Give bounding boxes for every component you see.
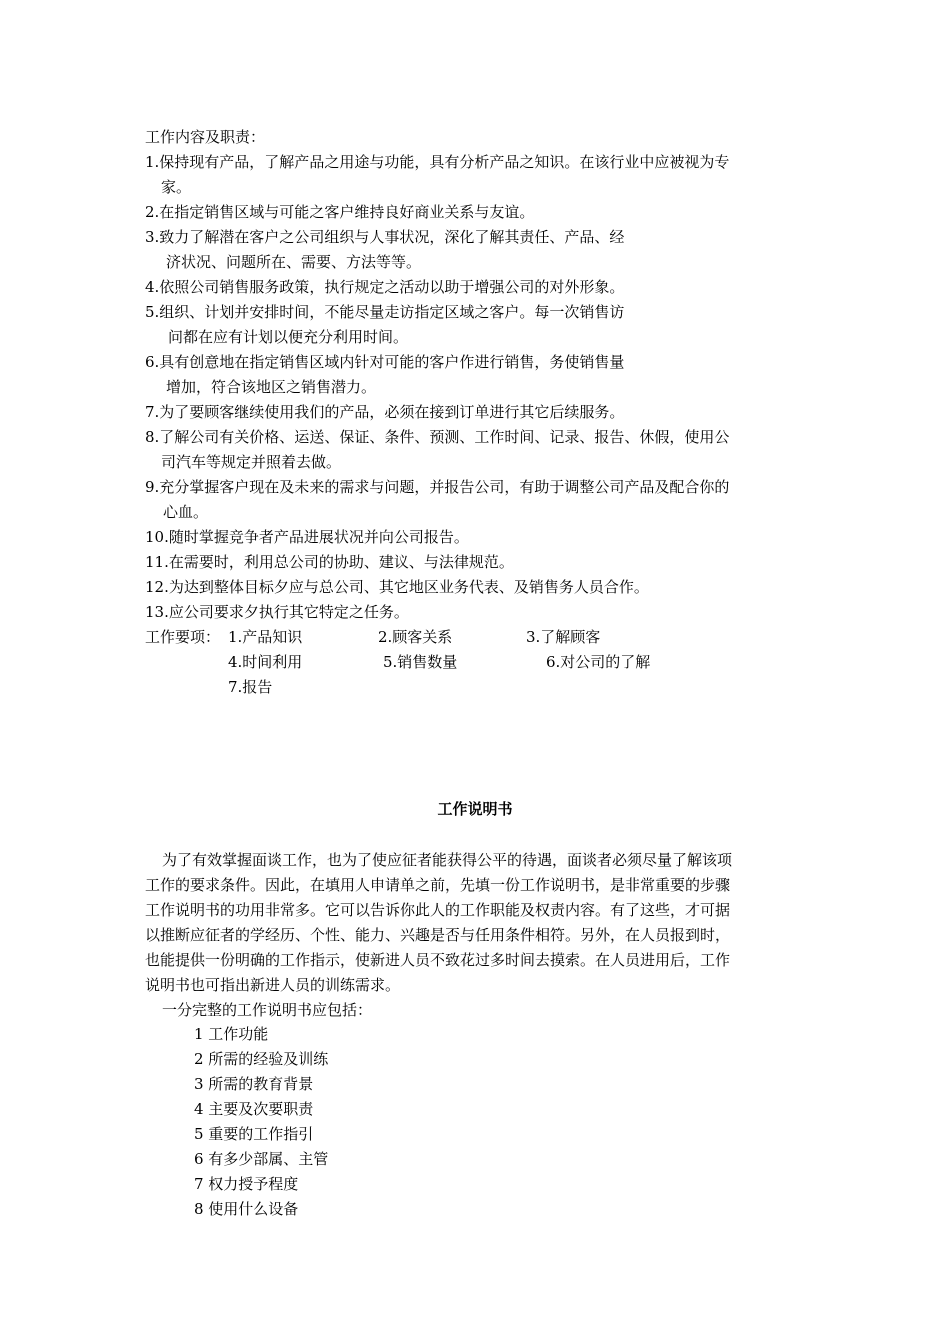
key-item: 6.对公司的了解: [546, 653, 651, 671]
list-item: 3 所需的教育背景: [194, 1075, 314, 1093]
key-item: 7.报告: [228, 678, 273, 696]
duty-item-5: 5.组织、计划并安排时间，不能尽量走访指定区域之客户。每一次销售访: [145, 303, 625, 321]
duty-item-10: 10.随时掌握竞争者产品进展状况并向公司报告。: [145, 528, 469, 546]
duty-item-8: 8.了解公司有关价格、运送、保证、条件、预测、工作时间、记录、报告、休假，使用公: [145, 428, 730, 446]
list-item: 1 工作功能: [194, 1025, 269, 1043]
paragraph-line: 为了有效掌握面谈工作，也为了使应征者能获得公平的待遇，面谈者必须尽量了解该项: [162, 851, 733, 869]
paragraph-line: 工作的要求条件。因此，在填用人申请单之前，先填一份工作说明书，是非常重要的步骤: [145, 876, 731, 894]
duty-item-1-cont: 家。: [161, 178, 192, 196]
duty-item-5-cont: 问都在应有计划以便充分利用时间。: [168, 328, 409, 346]
paragraph-line: 也能提供一份明确的工作指示，使新进人员不致花过多时间去摸索。在人员进用后，工作: [145, 951, 731, 969]
duty-item-13: 13.应公司要求夕执行其它特定之任务。: [145, 603, 409, 621]
key-item: 3.了解顾客: [526, 628, 601, 646]
duty-item-11: 11.在需要时，利用总公司的协助、建议、与法律规范。: [145, 553, 514, 571]
section-title: 工作说明书: [437, 800, 513, 818]
duty-item-6: 6.具有创意地在指定销售区域内针对可能的客户作进行销售，务使销售量: [145, 353, 625, 371]
list-intro: 一分完整的工作说明书应包括：: [162, 1001, 373, 1019]
key-items-label: 工作要项：: [145, 628, 221, 646]
key-item: 5.销售数量: [383, 653, 458, 671]
duty-item-3: 3.致力了解潜在客户之公司组织与人事状况，深化了解其责任、产品、经: [145, 228, 625, 246]
list-item: 4 主要及次要职责: [194, 1100, 314, 1118]
duty-item-4: 4.依照公司销售服务政策，执行规定之活动以助于增强公司的对外形象。: [145, 278, 625, 296]
list-item: 7 权力授予程度: [194, 1175, 299, 1193]
key-item: 1.产品知识: [228, 628, 303, 646]
duty-item-9-cont: 心血。: [163, 503, 209, 521]
paragraph-line: 以推断应征者的学经历、个性、能力、兴趣是否与任用条件相符。另外，在人员报到时，: [145, 926, 731, 944]
duty-item-9: 9.充分掌握客户现在及未来的需求与问题，并报告公司，有助于调整公司产品及配合你的: [145, 478, 730, 496]
duty-item-2: 2.在指定销售区域与可能之客户维持良好商业关系与友谊。: [145, 203, 535, 221]
list-item: 8 使用什么设备: [194, 1200, 299, 1218]
paragraph-line: 说明书也可指出新进人员的训练需求。: [145, 976, 401, 994]
duties-heading: 工作内容及职责：: [145, 128, 266, 146]
duty-item-8-cont: 司汽车等规定并照着去做。: [161, 453, 342, 471]
key-item: 2.顾客关系: [378, 628, 453, 646]
duty-item-6-cont: 增加，符合该地区之销售潜力。: [166, 378, 377, 396]
key-item: 4.时间利用: [228, 653, 303, 671]
duty-item-1: 1.保持现有产品，了解产品之用途与功能，具有分析产品之知识。在该行业中应被视为专: [145, 153, 730, 171]
duty-item-12: 12.为达到整体目标夕应与总公司、其它地区业务代表、及销售务人员合作。: [145, 578, 649, 596]
duty-item-3-cont: 济状况、问题所在、需要、方法等等。: [166, 253, 422, 271]
paragraph-line: 工作说明书的功用非常多。它可以告诉你此人的工作职能及权责内容。有了这些，才可据: [145, 901, 731, 919]
list-item: 2 所需的经验及训练: [194, 1050, 329, 1068]
list-item: 5 重要的工作指引: [194, 1125, 314, 1143]
list-item: 6 有多少部属、主管: [194, 1150, 329, 1168]
duty-item-7: 7.为了要顾客继续使用我们的产品，必须在接到订单进行其它后续服务。: [145, 403, 625, 421]
